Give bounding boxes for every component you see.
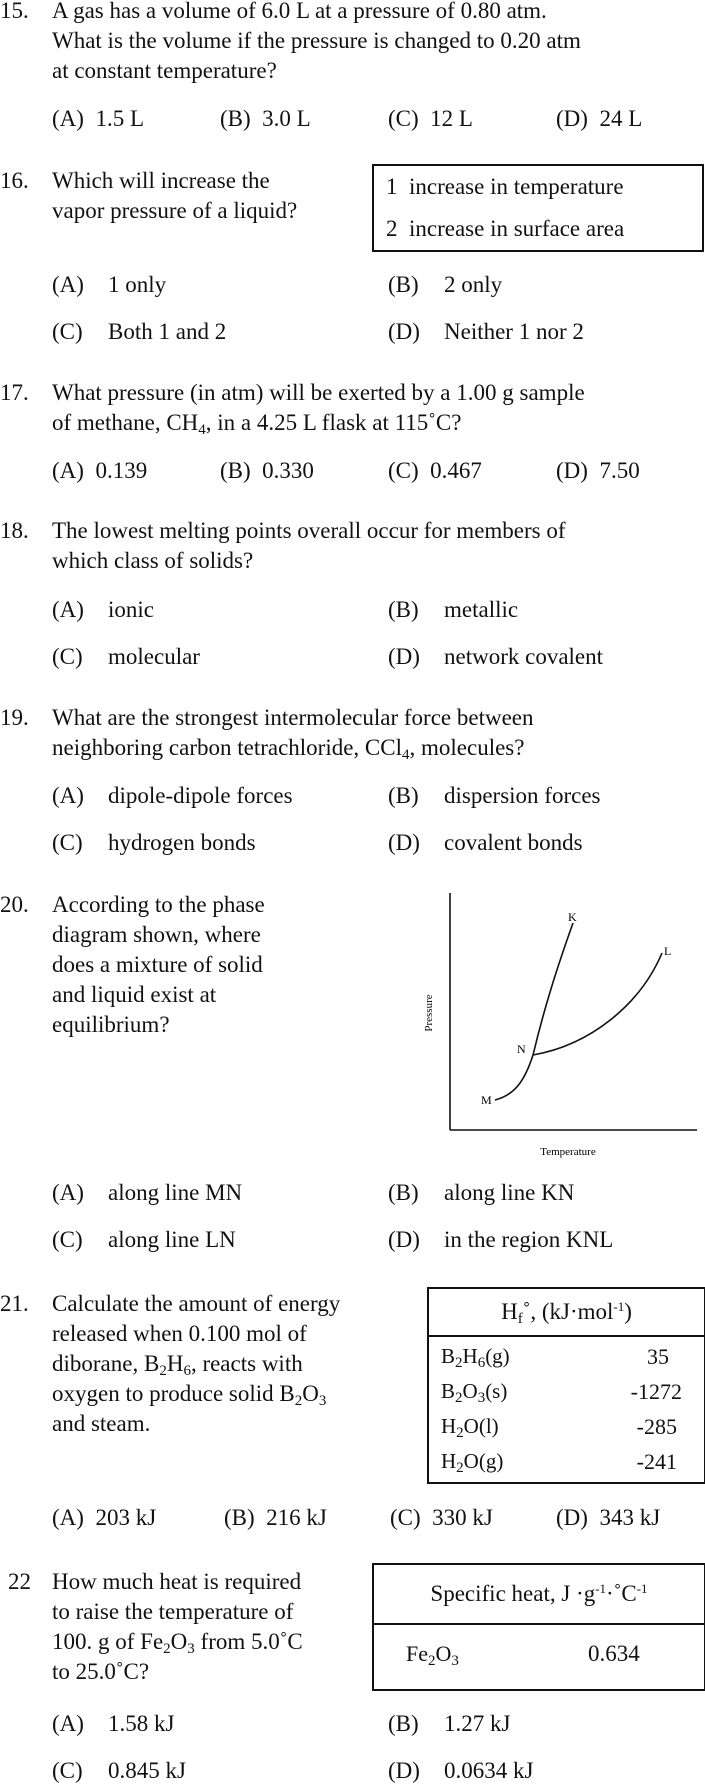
stem-line: How much heat is required [52,1569,302,1594]
species: O(g) [463,1449,504,1473]
option-a[interactable] [52,781,293,811]
table-header [374,1565,704,1625]
option-letter: (B) [388,1180,419,1205]
stem-text: , reacts with [190,1351,303,1376]
subscript: 4 [402,747,410,763]
subscript: f [517,1311,523,1327]
option-text: 7.50 [599,458,640,483]
option-d[interactable] [556,1503,660,1533]
species: B [441,1379,456,1403]
option-b[interactable] [220,104,311,134]
option-text: 0.845 kJ [108,1758,186,1783]
stem-line [52,1627,303,1657]
subscript: 6 [477,1355,486,1371]
subscript: 2 [456,1425,464,1441]
option-d[interactable] [388,1225,613,1255]
curve-nk [533,923,573,1055]
stem-line: vapor pressure of a liquid? [52,198,298,223]
species: (g) [485,1344,510,1368]
stem-line [52,1349,340,1379]
option-text: along line MN [108,1180,243,1205]
option-a[interactable] [52,270,166,300]
subscript: 4 [198,422,206,438]
superscript: -1 [636,1581,648,1596]
option-text: 12 L [430,106,473,131]
option-text: 203 kJ [95,1505,157,1530]
label-m: M [481,1093,492,1107]
option-letter: (A) [52,1505,84,1530]
stem-line: does a mixture of solid [52,952,263,977]
stem-text: oxygen to produce solid B [52,1381,295,1406]
stem-line: According to the phase [52,892,265,917]
subscript: 3 [451,1653,459,1669]
header-text: ·˚C [606,1581,637,1606]
condition-number: 1 [386,174,398,199]
subscript: 2 [428,1653,436,1669]
table-value: 0.634 [588,1641,640,1666]
question-stem [52,378,585,438]
subscript: 3 [477,1390,486,1406]
option-letter: (C) [52,830,83,855]
stem-line: What is the volume if the pressure is changed to 0.20 atm [52,28,581,53]
option-text: 216 kJ [266,1505,327,1530]
option-text: 343 kJ [599,1505,661,1530]
header-text: ˚, (kJ·mol [522,1299,614,1324]
stem-line: to raise the temperature of [52,1599,294,1624]
stem-line: which class of solids? [52,548,254,573]
option-letter: (A) [52,597,84,622]
curve-mn [495,1055,533,1100]
question-number: 18. [0,518,29,543]
option-text: covalent bonds [444,830,583,855]
option-b[interactable] [224,1503,327,1533]
specific-heat-table [372,1563,705,1691]
species: H [441,1414,457,1438]
question-number: 21. [0,1291,29,1316]
question-stem [52,166,297,226]
option-text: dispersion forces [444,783,601,808]
option-d[interactable] [556,456,640,486]
option-letter: (A) [52,458,84,483]
option-letter: (B) [388,1711,419,1736]
table-row-label [406,1631,459,1677]
option-a[interactable] [52,104,144,134]
option-text: dipole-dipole forces [108,783,293,808]
option-letter: (D) [388,644,420,669]
option-b[interactable] [388,270,502,300]
option-c[interactable] [52,317,226,347]
option-letter: (C) [52,319,83,344]
question-stem [52,890,265,1040]
option-letter: (A) [52,1711,84,1736]
option-letter: (D) [388,1227,420,1252]
stem-line [52,1379,340,1409]
species: O [462,1379,478,1403]
option-b[interactable] [388,595,518,625]
option-text: molecular [108,644,200,669]
subscript: 2 [294,1393,303,1409]
option-text: Neither 1 nor 2 [444,319,584,344]
option-b[interactable] [388,781,601,811]
option-text: 1.58 kJ [108,1711,175,1736]
option-text: hydrogen bonds [108,830,256,855]
option-letter: (B) [220,106,251,131]
option-letter: (C) [52,1227,83,1252]
question-number: 15. [0,0,29,23]
option-d[interactable] [388,642,603,672]
option-letter: (D) [388,1758,420,1783]
option-letter: (B) [388,783,419,808]
option-letter: (A) [52,783,84,808]
option-letter: (D) [388,319,420,344]
option-letter: (B) [220,458,251,483]
stem-line: to 25.0˚C? [52,1659,150,1684]
table-row [441,1374,507,1409]
stem-text: 100. g of Fe [52,1629,164,1654]
option-letter: (C) [388,106,419,131]
condition-1 [386,172,624,202]
superscript: -1 [613,1299,625,1314]
option-letter: (A) [52,272,84,297]
option-c[interactable] [52,1756,186,1786]
option-b[interactable] [388,1178,574,1208]
table-value: 35 [647,1344,669,1369]
stem-text: , in a 4.25 L flask at 115˚C? [205,410,462,435]
table-row [441,1409,499,1444]
question-number: 16. [0,168,29,193]
option-text: ionic [108,597,154,622]
stem-line: and steam. [52,1411,151,1436]
table-value: -285 [636,1414,677,1439]
header-text: H [501,1299,518,1324]
option-c[interactable] [390,1503,493,1533]
species: O(l) [463,1414,499,1438]
table-header [429,1289,704,1337]
curve-nl [533,953,662,1055]
conditions-box [372,164,704,252]
table-value: -1272 [630,1379,682,1404]
option-text: in the region KNL [444,1227,614,1252]
label-l: L [664,944,672,958]
stem-line [52,733,534,763]
stem-line: released when 0.100 mol of [52,1321,307,1346]
stem-line: diagram shown, where [52,922,261,947]
option-b[interactable] [388,1709,510,1739]
option-text: 0.0634 kJ [444,1758,534,1783]
stem-line: at constant temperature? [52,58,277,83]
question-number: 19. [0,705,29,730]
option-letter: (A) [52,1180,84,1205]
species: O [435,1641,452,1666]
question-stem [52,703,534,763]
subscript: 2 [455,1355,463,1371]
species: Fe [406,1641,428,1666]
option-text: 24 L [599,106,643,131]
option-a[interactable] [52,1709,174,1739]
header-text: ) [624,1299,632,1324]
stem-text: diborane, B [52,1351,160,1376]
condition-text: increase in temperature [409,174,624,199]
option-letter: (C) [388,458,419,483]
stem-line: Calculate the amount of energy [52,1291,341,1316]
stem-line: What are the strongest intermolecular force between [52,705,534,730]
option-letter: (C) [390,1505,421,1530]
stem-text: from 5.0˚C [194,1629,303,1654]
species: H [441,1449,457,1473]
table-value: -241 [636,1449,677,1474]
option-text: 0.467 [430,458,482,483]
option-b[interactable] [220,456,314,486]
label-n: N [517,1042,526,1056]
question-stem [52,1567,303,1687]
option-text: 3.0 L [262,106,311,131]
option-d[interactable] [388,1756,533,1786]
option-d[interactable] [388,828,583,858]
stem-line [52,408,585,438]
subscript: 3 [318,1393,327,1409]
stem-line: equilibrium? [52,1012,170,1037]
stem-text: of methane, CH [52,410,199,435]
option-c[interactable] [52,642,200,672]
question-number: 20. [0,892,29,917]
question-number: 17. [0,380,29,405]
subscript: 2 [159,1363,167,1379]
phase-diagram [400,885,705,1165]
stem-line: What pressure (in atm) will be exerted by a 1.00 g sample [52,380,585,405]
option-d[interactable] [388,317,584,347]
option-c[interactable] [52,828,256,858]
option-letter: (B) [224,1505,255,1530]
stem-line: and liquid exist at [52,982,217,1007]
y-axis-label: Pressure [423,994,435,1032]
superscript: -1 [595,1581,607,1596]
option-text: metallic [444,597,519,622]
option-text: 0.139 [95,458,148,483]
option-text: network covalent [444,644,604,669]
option-c[interactable] [388,456,482,486]
question-stem [52,516,566,576]
option-a[interactable] [52,595,154,625]
header-text: Specific heat, J ·g [430,1581,596,1606]
option-text: along line LN [108,1227,236,1252]
option-d[interactable] [556,104,642,134]
question-stem [52,1289,340,1439]
option-letter: (C) [52,644,83,669]
option-a[interactable] [52,1503,156,1533]
option-c[interactable] [52,1225,236,1255]
option-letter: (D) [556,1505,588,1530]
stem-text: O [302,1381,319,1406]
stem-line: Which will increase the [52,168,270,193]
subscript: 2 [455,1390,463,1406]
option-text: 1.5 L [95,106,144,131]
stem-text: neighboring carbon tetrachloride, CCl [52,735,403,760]
option-letter: (C) [52,1758,83,1783]
option-letter: (D) [556,106,588,131]
option-text: 330 kJ [432,1505,493,1530]
label-k: K [568,910,577,924]
option-letter: (B) [388,597,419,622]
stem-line: The lowest melting points overall occur for members of [52,518,566,543]
stem-text: H [166,1351,184,1376]
option-letter: (D) [556,458,588,483]
enthalpy-table [427,1287,705,1484]
option-letter: (D) [388,830,420,855]
question-stem [52,0,581,86]
subscript: 6 [183,1363,191,1379]
option-letter: (A) [52,106,84,131]
option-text: 0.330 [262,458,314,483]
condition-2 [386,214,624,244]
subscript: 2 [456,1460,464,1476]
stem-text: , molecules? [409,735,525,760]
stem-text: O [170,1629,188,1654]
species: H [462,1344,478,1368]
table-row [441,1444,503,1479]
condition-number: 2 [386,216,398,241]
condition-text: increase in surface area [409,216,625,241]
option-text: 1.27 kJ [444,1711,511,1736]
option-text: Both 1 and 2 [108,319,227,344]
option-text: 1 only [108,272,167,297]
table-row [441,1339,510,1374]
option-c[interactable] [388,104,473,134]
option-letter: (B) [388,272,419,297]
option-a[interactable] [52,456,147,486]
species: B [441,1344,456,1368]
question-number: 22 [8,1569,31,1594]
subscript: 3 [187,1641,195,1657]
stem-line: A gas has a volume of 6.0 L at a pressure of 0.80 atm. [52,0,547,23]
option-text: along line KN [444,1180,575,1205]
option-a[interactable] [52,1178,242,1208]
subscript: 2 [163,1641,171,1657]
option-text: 2 only [444,272,503,297]
x-axis-label: Temperature [540,1146,596,1158]
species: (s) [485,1379,508,1403]
